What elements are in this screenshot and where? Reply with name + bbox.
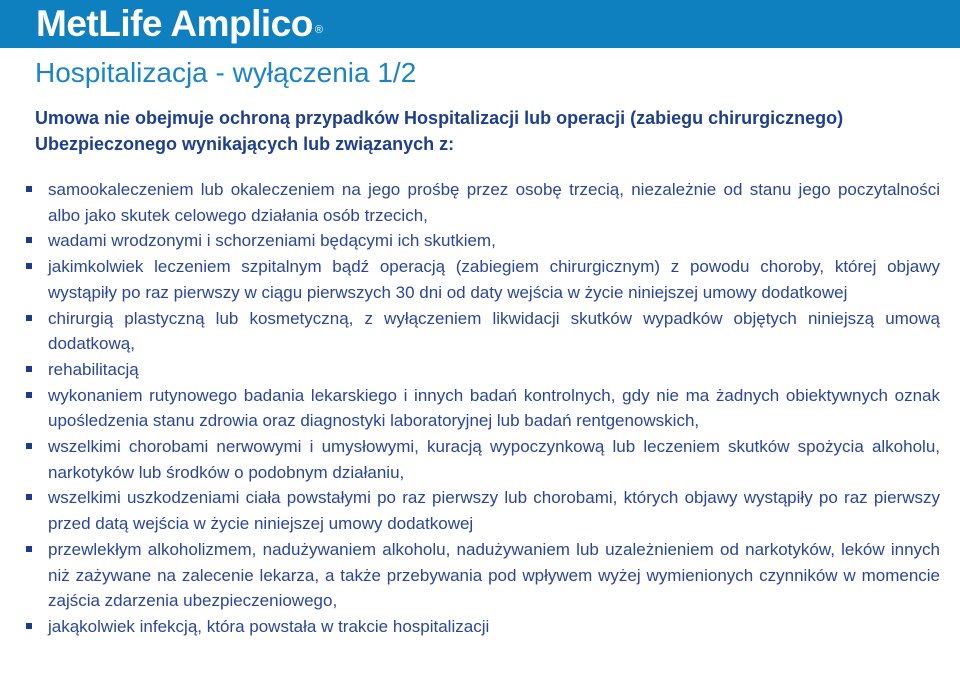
square-bullet-icon: [26, 623, 32, 629]
exclusion-item: [20, 357, 940, 383]
exclusion-item: [20, 254, 940, 305]
intro-text: Umowa nie obejmuje ochroną przypadków Hospitalizacji lub operacji (zabiegu chirurgicznego) Ubezpieczonego wynikających lub związanych z:: [35, 108, 844, 154]
exclusion-text: chirurgią plastyczną lub kosmetyczną, z wyłączeniem likwidacji skutków wypadków objętych niniejszą umową dodatkową,: [48, 308, 940, 354]
square-bullet-icon: [26, 263, 32, 269]
slide-title: Hospitalizacja - wyłączenia 1/2: [35, 57, 417, 88]
exclusion-item: [20, 614, 940, 640]
company-logo: [36, 3, 322, 45]
exclusion-item: [20, 434, 940, 485]
exclusion-item: [20, 485, 940, 536]
square-bullet-icon: [26, 315, 32, 321]
exclusion-text: wszelkimi uszkodzeniami ciała powstałymi po raz pierwszy lub chorobami, których objawy wystąpiły po raz pierwszy przed datą wejścia w życie niniejszej umowy dodatkowej: [48, 488, 940, 534]
exclusion-text: przewlekłym alkoholizmem, nadużywaniem alkoholu, nadużywaniem lub uzależnieniem od narkotyków, leków innych niż zażywane na zalecenie lekarza, a także przebywania pod wpływem wyżej wymienionych czynników w momencie zajścia zdarzenia ubezpieczeniowego,: [48, 539, 940, 611]
exclusions-list: [20, 177, 940, 640]
header-bar: [0, 0, 960, 48]
exclusion-item: [20, 177, 940, 228]
logo-text: MetLife Amplico: [36, 3, 313, 44]
exclusion-text: wadami wrodzonymi i schorzeniami będącymi ich skutkiem,: [48, 231, 496, 251]
square-bullet-icon: [26, 392, 32, 398]
exclusion-item: [20, 537, 940, 614]
square-bullet-icon: [26, 366, 32, 372]
exclusion-item: [20, 306, 940, 357]
exclusion-item: [20, 383, 940, 434]
exclusion-text: wszelkimi chorobami nerwowymi i umysłowymi, kuracją wypoczynkową lub leczeniem skutków spożycia alkoholu, narkotyków lub środków o podobnym działaniu,: [48, 437, 940, 482]
square-bullet-icon: [26, 546, 32, 552]
exclusion-text: samookaleczeniem lub okaleczeniem na jego prośbę przez osobę trzecią, niezależnie od stanu jego poczytalności albo jako skutek celowego działania osób trzecich,: [48, 180, 940, 225]
square-bullet-icon: [26, 237, 32, 243]
square-bullet-icon: [26, 443, 32, 449]
square-bullet-icon: [26, 186, 32, 192]
registered-mark: ®: [314, 24, 323, 36]
exclusion-item: [20, 228, 940, 254]
exclusion-text: wykonaniem rutynowego badania lekarskiego i innych badań kontrolnych, gdy nie ma żadnych obiektywnych oznak upośledzenia stanu zdrowia oraz diagnostyki laboratoryjnej lub badań rentgenowskich,: [48, 385, 940, 431]
exclusion-text: jakimkolwiek leczeniem szpitalnym bądź operacją (zabiegiem chirurgicznym) z powodu choroby, której objawy wystąpiły po raz pierwszy w ciągu pierwszych 30 dni od daty wejścia w życie niniejszej umowy dodatkowej: [48, 257, 940, 302]
exclusion-text: rehabilitacją: [48, 359, 139, 379]
exclusion-text: jakąkolwiek infekcją, która powstała w trakcie hospitalizacji: [48, 616, 490, 636]
square-bullet-icon: [26, 494, 32, 500]
